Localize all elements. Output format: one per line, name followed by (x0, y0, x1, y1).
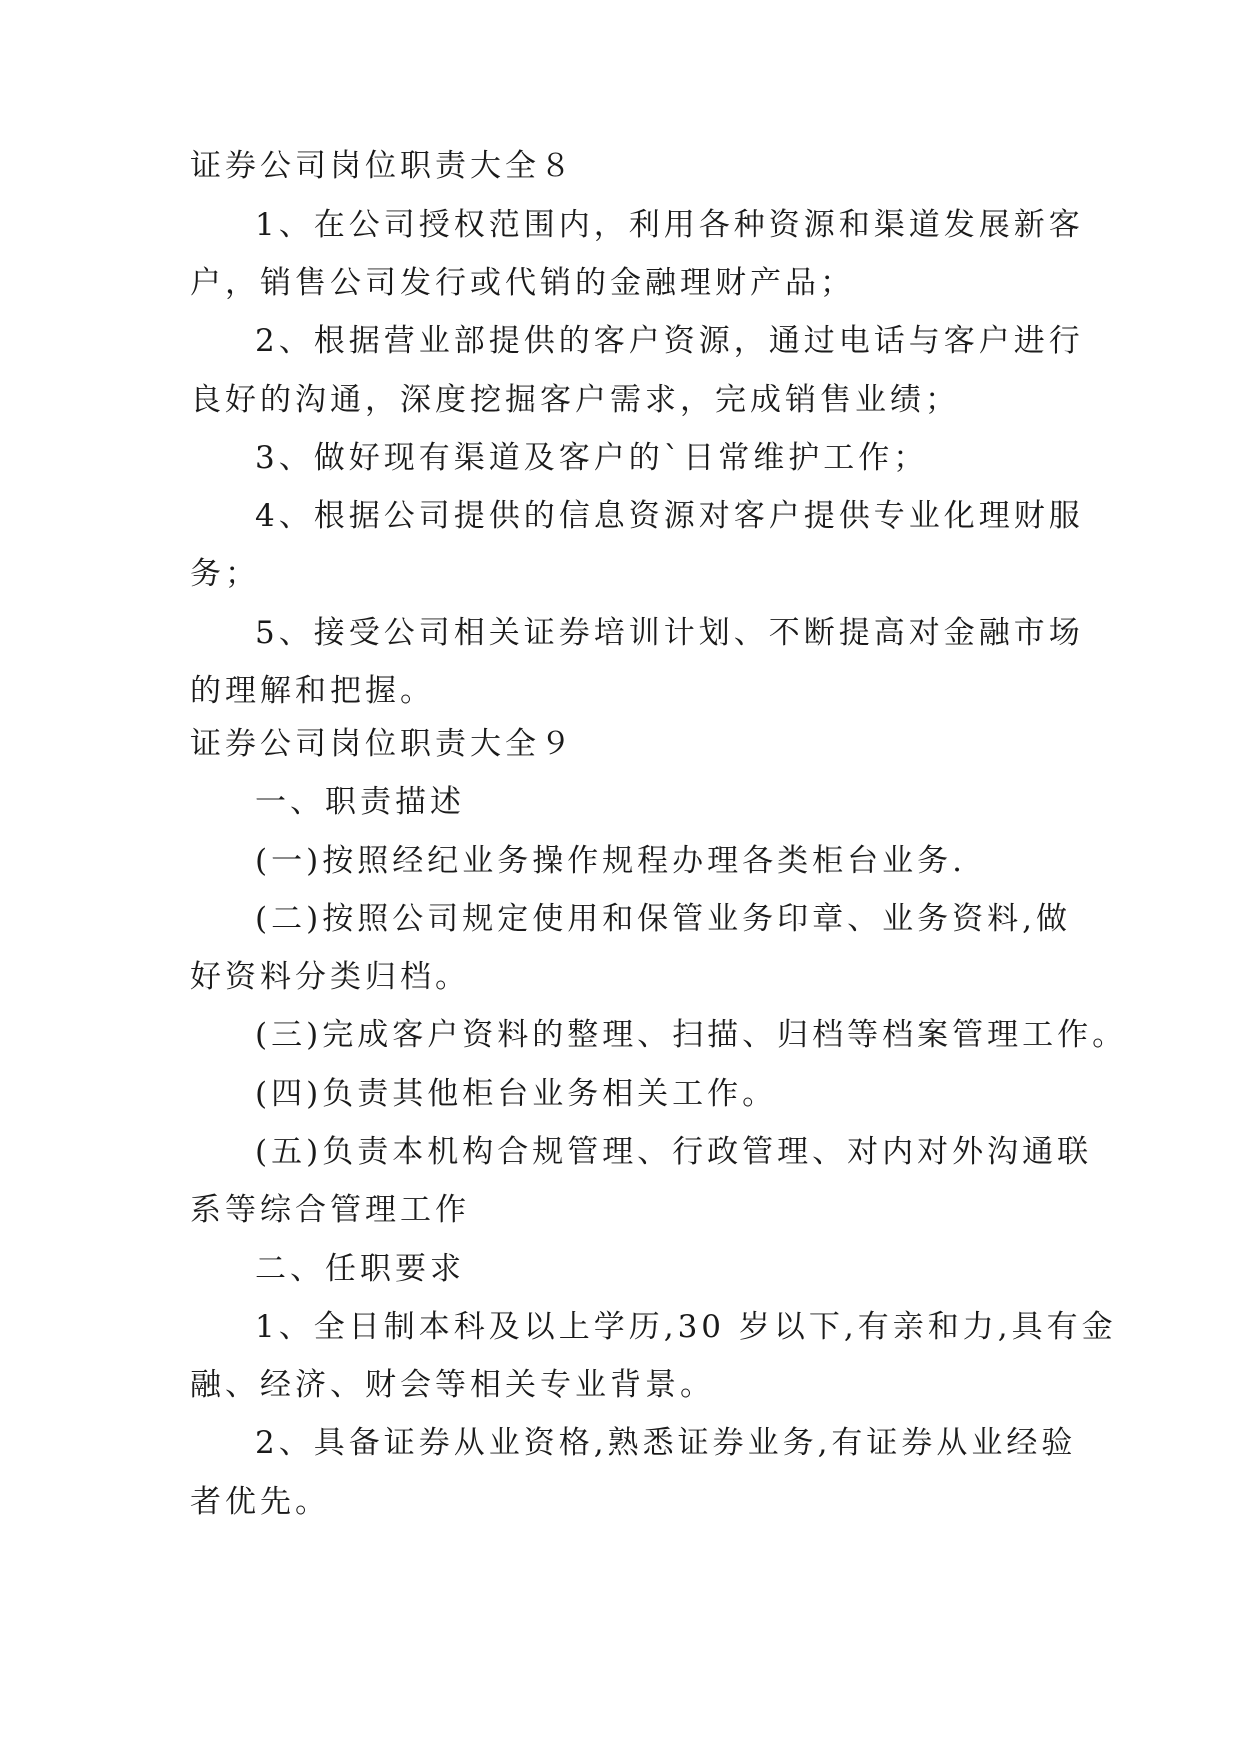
paragraph-line: 户，销售公司发行或代销的金融理财产品； (190, 265, 855, 301)
paragraph-line: 5、接受公司相关证券培训计划、不断提高对金融市场 (255, 615, 1084, 651)
paragraph-line: 者优先。 (190, 1484, 330, 1520)
paragraph-line: (一)按照经纪业务操作规程办理各类柜台业务. (255, 843, 967, 879)
paragraph-line: 2、具备证券从业资格,熟悉证券业务,有证券从业经验 (255, 1425, 1077, 1461)
paragraph-line: 1、全日制本科及以上学历,30 岁以下,有亲和力,具有金 (255, 1309, 1117, 1345)
paragraph-line: 良好的沟通，深度挖掘客户需求，完成销售业绩； (190, 382, 960, 418)
section-heading-9: 证券公司岗位职责大全９ (190, 726, 575, 762)
paragraph-line: (四)负责其他柜台业务相关工作。 (255, 1076, 778, 1112)
paragraph-line: 务； (190, 556, 260, 592)
paragraph-line: (五)负责本机构合规管理、行政管理、对内对外沟通联 (255, 1134, 1093, 1170)
paragraph-line: 1、在公司授权范围内，利用各种资源和渠道发展新客 (255, 207, 1084, 243)
subheading-duties: 一、职责描述 (255, 784, 465, 820)
section-heading-8: 证券公司岗位职责大全８ (190, 148, 575, 184)
paragraph-line: 系等综合管理工作 (190, 1192, 470, 1228)
paragraph-line: 的理解和把握。 (190, 673, 435, 709)
paragraph-line: 3、做好现有渠道及客户的`日常维护工作； (255, 440, 929, 476)
paragraph-line: (三)完成客户资料的整理、扫描、归档等档案管理工作。 (255, 1017, 1128, 1053)
paragraph-line: 融、经济、财会等相关专业背景。 (190, 1367, 715, 1403)
paragraph-line: 4、根据公司提供的信息资源对客户提供专业化理财服 (255, 498, 1084, 534)
paragraph-line: 2、根据营业部提供的客户资源，通过电话与客户进行 (255, 323, 1084, 359)
subheading-requirements: 二、任职要求 (255, 1251, 465, 1287)
paragraph-line: (二)按照公司规定使用和保管业务印章、业务资料,做 (255, 901, 1072, 937)
paragraph-line: 好资料分类归档。 (190, 959, 470, 995)
